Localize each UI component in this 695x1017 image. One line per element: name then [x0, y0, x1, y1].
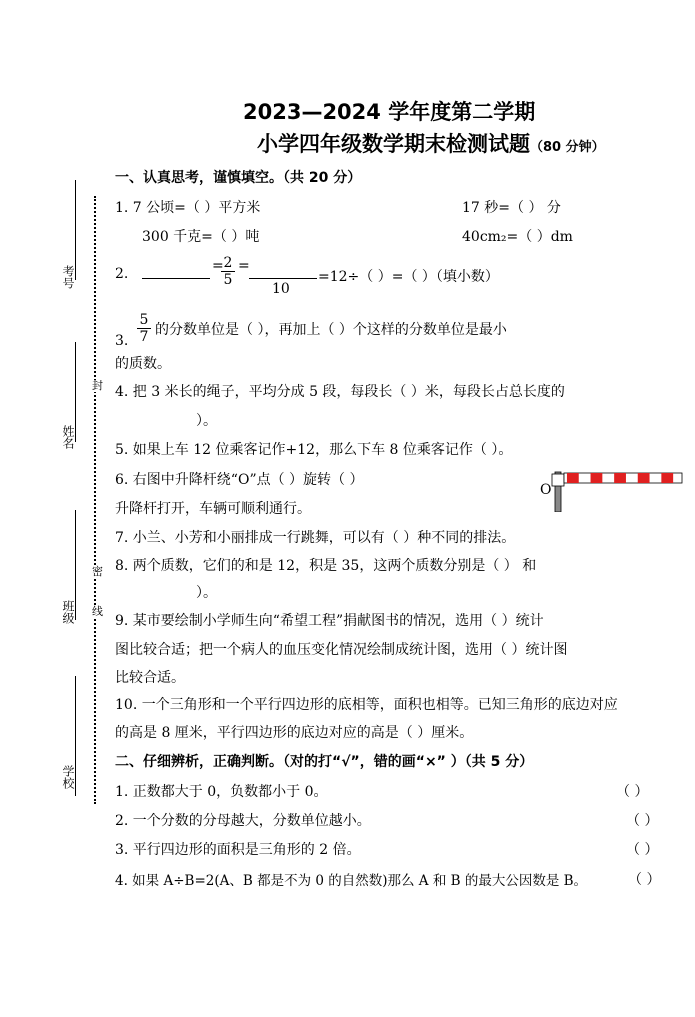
class-label: 班级 [61, 600, 75, 624]
judge-item-4-answer: （ ） [628, 872, 661, 888]
barrier-gate-icon [538, 466, 686, 512]
seal-char-xian: 线 [92, 605, 103, 618]
q2-fraction-numerator: 2 [221, 255, 235, 272]
barrier-stripe [638, 473, 650, 483]
q2-blank-2 [249, 278, 317, 279]
seal-dotted-line [94, 196, 96, 804]
q3-line2: 的质数。 [115, 356, 171, 372]
q8-line2: ）。 [196, 585, 217, 601]
barrier-gate-figure [538, 466, 686, 512]
q3-number: 3. [115, 333, 129, 349]
q10-line2: 的高是 8 厘米，平行四边形的底边对应的高是（ ）厘米。 [115, 725, 474, 741]
judge-item-2: 2. 一个分数的分母越大，分数单位越小。 [115, 813, 371, 829]
judge-item-1-answer: （ ） [616, 784, 649, 800]
exam-title-main: 小学四年级数学期末检测试题 [257, 132, 530, 156]
name-label: 姓名 [61, 425, 75, 449]
barrier-stripe [591, 473, 603, 483]
q6-line2: 升降杆打开，车辆可顺利通行。 [115, 501, 311, 517]
barrier-stripe [614, 473, 626, 483]
exam-duration: （80 分钟） [530, 140, 605, 155]
q2-rest: =12÷（ ）=（ ）（填小数） [318, 269, 499, 285]
q9-line3: 比较合适。 [115, 670, 185, 686]
q1-area: 40cm₂=（ ）dm [462, 229, 573, 245]
q1-seconds: 17 秒=（ ） 分 [462, 200, 561, 216]
q9-line1: 9. 某市要绘制小学师生向“希望工程”捐献图书的情况，选用（ ）统计 [115, 613, 544, 629]
q5: 5. 如果上车 12 位乘客记作+12，那么下车 8 位乘客记作（ ）。 [115, 442, 513, 458]
section1-heading: 一、认真思考，谨慎填空。（共 20 分） [115, 170, 362, 186]
q2-equals-2: = [238, 258, 250, 274]
q3-fraction [137, 312, 151, 345]
judge-item-4: 4. 如果 A÷B=2(A、B 都是不为 0 的自然数)那么 A 和 B 的最大公因数是 B。 [115, 873, 588, 889]
q2-number: 2. [115, 266, 129, 282]
q1-kilogram: 300 千克=（ ）吨 [142, 229, 260, 245]
section2-heading: 二、仔细辨析，正确判断。（对的打“√”，错的画“×” ）（共 5 分） [115, 754, 534, 770]
seal-char-feng: 封 [92, 379, 103, 392]
exam-no-label: 考号 [61, 265, 75, 289]
q4-line2: ）。 [196, 413, 217, 429]
q1-hectare: 1. 7 公顷=（ ）平方米 [115, 200, 261, 216]
school-label: 学校 [61, 765, 75, 789]
q2-equals-1: = [212, 258, 224, 274]
barrier-stripe [567, 473, 579, 483]
q9-line2: 图比较合适；把一个病人的血压变化情况绘制成统计图，选用（ ）统计图 [115, 642, 568, 658]
judge-item-2-answer: （ ） [626, 813, 659, 829]
judge-item-1: 1. 正数都大于 0，负数都小于 0。 [115, 784, 328, 800]
q3-fraction-denominator: 7 [139, 329, 149, 345]
q3-fraction-numerator: 5 [137, 312, 151, 329]
q7: 7. 小兰、小芳和小丽排成一行跳舞，可以有（ ）种不同的排法。 [115, 530, 516, 546]
q2-blank-1 [142, 278, 210, 279]
seal-char-mi: 密 [92, 565, 103, 578]
q3-line1: 的分数单位是（ ），再加上（ ）个这样的分数单位是最小 [155, 322, 507, 338]
barrier-pivot-label: O [540, 482, 552, 498]
barrier-stripe [661, 473, 673, 483]
exam-title-line1: 2023—2024 学年度第二学期 [243, 100, 536, 124]
q2-denominator-10: 10 [272, 281, 290, 297]
q8-line1: 8. 两个质数，它们的和是 12，积是 35，这两个质数分别是（ ） 和 [115, 558, 537, 574]
q10-line1: 10. 一个三角形和一个平行四边形的底相等，面积也相等。已知三角形的底边对应 [115, 697, 618, 713]
q2-fraction-denominator: 5 [223, 272, 233, 288]
judge-item-3: 3. 平行四边形的面积是三角形的 2 倍。 [115, 842, 361, 858]
judge-item-3-answer: （ ） [626, 842, 659, 858]
q4-line1: 4. 把 3 米长的绳子，平均分成 5 段，每段长（ ）米，每段长占总长度的 [115, 384, 565, 400]
q6-line1: 6. 右图中升降杆绕“O”点（ ）旋转（ ） [115, 472, 364, 488]
q2-fraction [221, 255, 235, 288]
exam-title-line2 [257, 128, 605, 158]
